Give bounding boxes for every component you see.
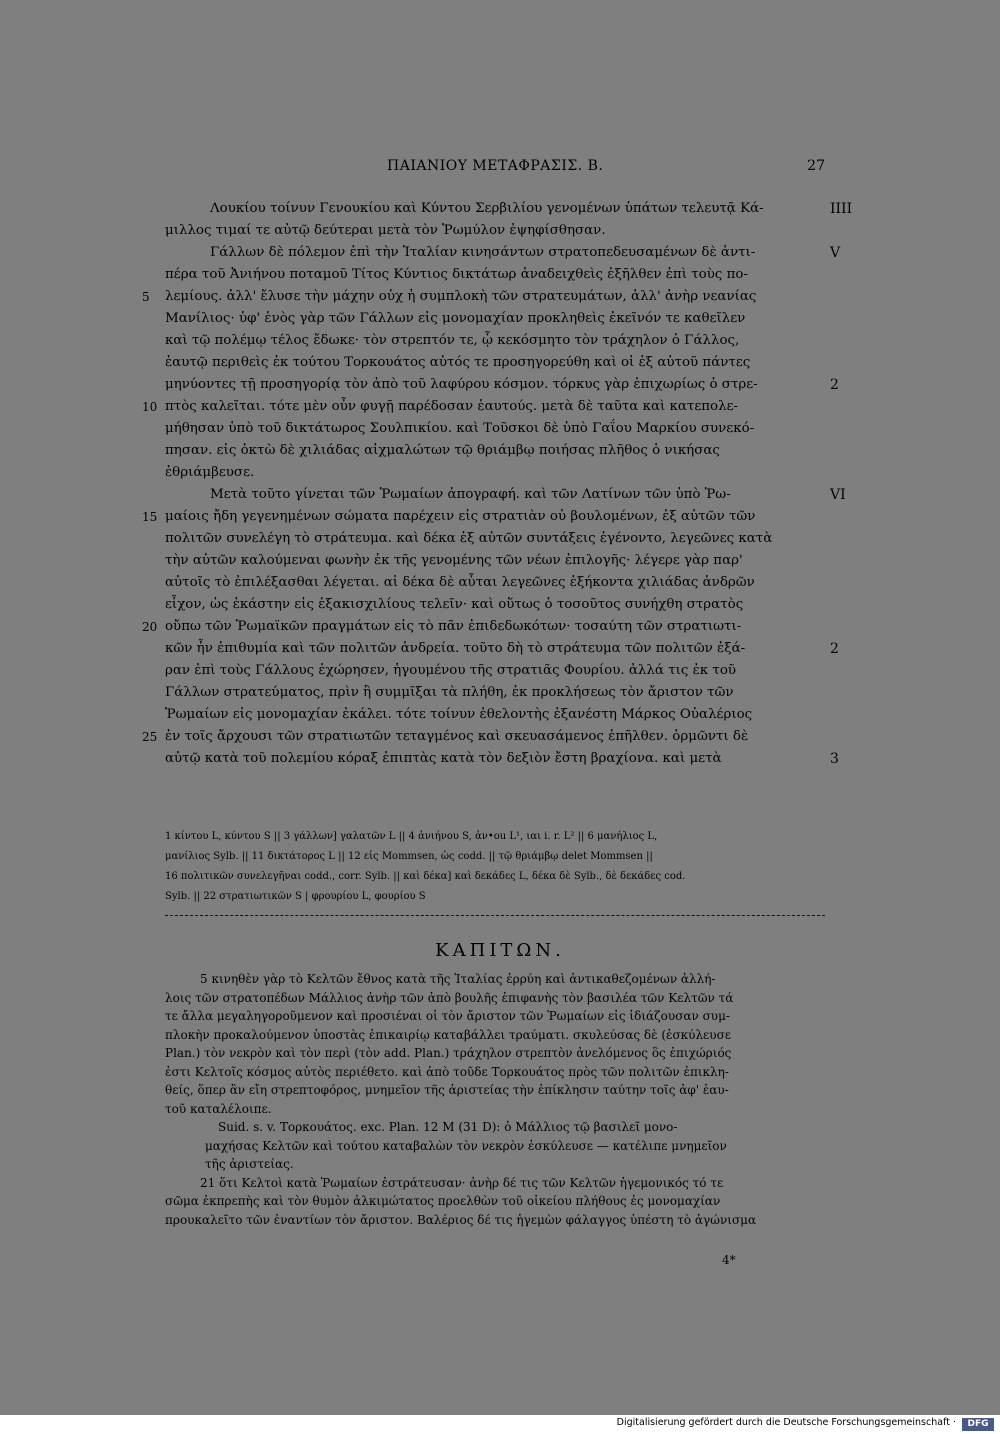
text-line: Μανίλιος· ὑφ' ἑνὸς γὰρ τῶν Γάλλων εἰς μονομαχίαν προκληθεὶς ἐκεῖνόν τε καθεῖλεν — [165, 311, 746, 326]
page-number: 27 — [807, 158, 825, 174]
text-line: Γάλλων δὲ πόλεμον ἐπὶ τὴν Ἰταλίαν κινησάντων στρατοπεδευσαμένων δὲ ἀντι- — [210, 245, 756, 260]
fragment-line: τε ἄλλα μεγαληγοροῦμενον καὶ προσιέναι οἱ τὸν ἄριστον τῶν Ῥωμαίων εἰς ἰδιάζουσαν συμ- — [165, 1009, 730, 1023]
fragment-line: 21 ὅτι Κελτοὶ κατὰ Ῥωμαίων ἐστράτευσαν· ἀνὴρ δέ τις τῶν Κελτῶν ἡγεμονικός τό τε — [200, 1175, 724, 1190]
quote-line: τῆς ἀριστείας. — [205, 1157, 294, 1171]
text-line: πτὸς καλεῖται. τότε μὲν οὖν φυγῇ παρέδοσαν ἑαυτούς. μετὰ δὲ ταῦτα καὶ κατεπολε- — [165, 399, 739, 414]
text-line: πέρα τοῦ Ἀνιήνου ποταμοῦ Τίτος Κύντιος δικτάτωρ ἀναδειχθεὶς ἐξῆλθεν ἐπὶ τοὺς πο- — [165, 267, 748, 282]
header-title: ΠΑΙΑΝΙΟΥ ΜΕΤΑΦΡΑΣΙΣ. Β. — [387, 158, 604, 174]
line-number: 15 — [142, 510, 158, 524]
text-line: Γάλλων στρατεύματος, πρὶν ἢ συμμῖξαι τὰ πλήθη, ἐκ προκλήσεως τὸν ἄριστον τῶν — [165, 685, 734, 700]
text-line: ραν ἐπὶ τοὺς Γάλλους ἐχώρησεν, ἡγουμένου τῆς στρατιᾶς Φουρίου. ἀλλά τις ἐκ τοῦ — [165, 663, 737, 678]
chapter-mark: V — [830, 245, 841, 261]
apparatus-line: 1 κίντου L, κύντου S || 3 γάλλων] γαλατῶν L || 4 ἀνιήνου S, ἀν•οu L¹, ιαι i. r. L² || 6 μανήλιος L, — [165, 831, 658, 842]
text-line: μαίοις ἤδη γεγενημένων σώματα παρέχειν εἰς στρατιὰν οὐ βουλομένων, ἐξ αὐτῶν τῶν — [165, 509, 756, 524]
line-number: 10 — [142, 400, 158, 414]
text-line: Λουκίου τοίνυν Γενουκίου καὶ Κύντου Σερβιλίου γενομένων ὑπάτων τελευτᾷ Κά- — [210, 201, 764, 216]
fragment-line: σῶμα ἐκπρεπὴς καὶ τὸν θυμὸν ἀλκιμώτατος προελθὼν τοῦ οἰκείου πλήθους ἐς μονομαχίαν — [165, 1194, 721, 1208]
footer-bar — [0, 1415, 1000, 1434]
footer-text: Digitalisierung gefördert durch die Deutsche Forschungsgemeinschaft · — [616, 1417, 956, 1428]
quote-line: Suid. s. v. Τορκουάτος. exc. Plan. 12 M (31 D): ὁ Μάλλιος τῷ βασιλεῖ μονο- — [218, 1120, 678, 1134]
fragment-line: ἐστι Κελτοῖς κόσμος αὐτὸς περιέθετο. καὶ ἀπὸ τοῦδε Τορκουάτος πρὸς τῶν πολιτῶν ἐπικλη- — [165, 1064, 729, 1079]
fragment-line: θείς, ὅπερ ἂν εἴη στρεπτοφόρος, μνημεῖον τῆς ἀριστείας τὴν ἐπίκλησιν ταύτην τοῖς ἀφ' ἑαυ- — [165, 1083, 729, 1097]
text-line: μιλλος τιμαί τε αὐτῷ δεύτεραι μετὰ τὸν Ῥωμύλον ἐψηφίσθησαν. — [165, 223, 606, 238]
section-title: ΚΑΠΙΤΩΝ. — [435, 940, 565, 961]
fragment-line: τοῦ καταλέλοιπε. — [165, 1101, 272, 1116]
line-number: 25 — [142, 730, 158, 744]
text-line: καὶ τῷ πολέμῳ τέλος ἔδωκε· τὸν στρεπτόν τε, ᾧ κεκόσμητο τὸν τράχηλον ὁ Γάλλος, — [165, 333, 740, 348]
text-line: ἐθριάμβευσε. — [165, 465, 255, 480]
text-line: Ῥωμαίων εἰς μονομαχίαν ἐκάλει. τότε τοίνυν ἐθελοντὴς ἐξανέστη Μάρκος Οὐαλέριος — [165, 707, 753, 722]
text-line: ἑαυτῷ περιθεὶς ἐκ τούτου Τορκουάτος αὐτός τε προσηγορεύθη καὶ οἱ ἐξ αὐτοῦ πάντες — [165, 355, 751, 370]
text-line: ἐν τοῖς ἄρχουσι τῶν στρατιωτῶν τεταγμένος καὶ σκευασάμενος ἐπῆλθεν. ὁρμῶντι δὲ — [165, 729, 749, 744]
text-line: μηνύοντες τῇ προσηγορίᾳ τὸν ἀπὸ τοῦ λαφύρου κόσμον. τόρκυς γὰρ ἐπιχωρίως ὁ στρε- — [165, 377, 758, 392]
text-line: μήθησαν ὑπὸ τοῦ δικτάτωρος Σουλπικίου. καὶ Τοῦσκοι δὲ ὑπὸ Γαΐου Μαρκίου συνεκό- — [165, 421, 755, 436]
line-number: 20 — [142, 620, 158, 634]
fragment-line: προυκαλεῖτο τῶν ἐναντίων τὸν ἄριστον. Βαλέριος δέ τις ἡγεμὼν φάλαγγος ὑπέστη τὸ ἀγώνισμα — [165, 1212, 757, 1227]
quote-line: μαχήσας Κελτῶν καὶ τούτου καταβαλὼν τὸν νεκρὸν ἐσκύλευσε — κατέλιπε μνημεῖον — [205, 1138, 727, 1153]
text-line: τὴν αὐτῶν καλούμεναι φωνὴν ἐκ τῆς γενομένης τῶν νέων ἐπιλογῆς· λέγερε γὰρ παρ' — [165, 553, 743, 568]
separator-rule — [165, 915, 825, 916]
text-line: αὐτῷ κατὰ τοῦ πολεμίου κόραξ ἐπιπτὰς κατὰ τὸν δεξιὸν ἔστη βραχίονα. καὶ μετὰ — [165, 751, 722, 766]
fragment-line: λοις τῶν στρατοπέδων Μάλλιος ἀνὴρ τῶν ἀπὸ βουλῆς ἐπιφανὴς τὸν βασιλέα τῶν Κελτῶν τά — [165, 990, 734, 1005]
signature-mark: 4* — [722, 1253, 736, 1267]
chapter-mark: IIII — [830, 201, 853, 217]
fragment-line: 5 κινηθὲν γὰρ τὸ Κελτῶν ἔθνος κατὰ τῆς Ἰταλίας ἐρρύη καὶ ἀντικαθεζομένων ἀλλή- — [200, 972, 716, 986]
text-line: λεμίους. ἀλλ' ἔλυσε τὴν μάχην οὐχ ἡ συμπλοκὴ τῶν στρατευμάτων, ἀλλ' ἀνὴρ νεανίας — [165, 289, 757, 304]
chapter-mark: VI — [830, 487, 846, 503]
dfg-logo: DFG — [962, 1418, 994, 1431]
text-line: εἶχον, ὡς ἑκάστην εἰς ἑξακισχιλίους τελεῖν· καὶ οὕτως ὁ τοσοῦτος συνήχθη στρατὸς — [165, 597, 744, 612]
chapter-mark: 2 — [830, 641, 839, 657]
chapter-mark: 3 — [830, 751, 839, 767]
text-line: κῶν ἦν ἐπιθυμία καὶ τῶν πολιτῶν ἀνδρεία. τοῦτο δὴ τὸ στράτευμα τῶν πολιτῶν ἐξά- — [165, 641, 746, 656]
text-line: πολιτῶν συνελέγη τὸ στράτευμα. καὶ δέκα ἐξ αὐτῶν συντάξεις ἐγένοντο, λεγεῶνες κατὰ — [165, 531, 773, 546]
line-number: 5 — [142, 290, 150, 304]
text-line: αὐτοῖς τὸ ἐπιλέξασθαι λέγεται. αἱ δέκα δὲ αὗται λεγεῶνες ἑξήκοντα χιλιάδας ἀνδρῶν — [165, 575, 755, 590]
text-line: οὔπω τῶν Ῥωμαϊκῶν πραγμάτων εἰς τὸ πᾶν ἐπιδεδωκότων· τοσαύτη τῶν στρατιωτι- — [165, 619, 742, 634]
fragment-line: πλοκὴν προκαλούμενον ὑποστὰς ἐπικαιρίῳ καταβάλλει τραύματι. σκυλεύσας δὲ (ἐσκύλευσε — [165, 1027, 731, 1042]
chapter-mark: 2 — [830, 377, 839, 393]
text-line: πησαν. εἰς ὀκτὼ δὲ χιλιάδας αἰχμαλώτων τῷ θριάμβῳ ποιήσας πλῆθος ὁ νικήσας — [165, 443, 720, 458]
fragment-line: Plan.) τὸν νεκρὸν καὶ τὸν περὶ (τὸν add. Plan.) τράχηλον στρεπτὸν ἀνελόμενος ὃς ἐπιχώριός — [165, 1046, 732, 1060]
text-line: Μετὰ τοῦτο γίνεται τῶν Ῥωμαίων ἀπογραφή. καὶ τῶν Λατίνων τῶν ὑπὸ Ῥω- — [210, 487, 731, 502]
apparatus-line: μανίλιος Sylb. || 11 δικτάτορος L || 12 εἰς Mommsen, ὡς codd. || τῷ θριάμβῳ delet Mommsen || — [165, 851, 653, 862]
apparatus-line: Sylb. || 22 στρατιωτικῶν S | φρουρίου L, φουρίου S — [165, 891, 426, 902]
apparatus-line: 16 πολιτικῶν συνελεγῆναι codd., corr. Sylb. || καὶ δέκα] καὶ δεκάδες L, δέκα δὲ Sylb., δὲ δεκάδες cod. — [165, 871, 686, 882]
